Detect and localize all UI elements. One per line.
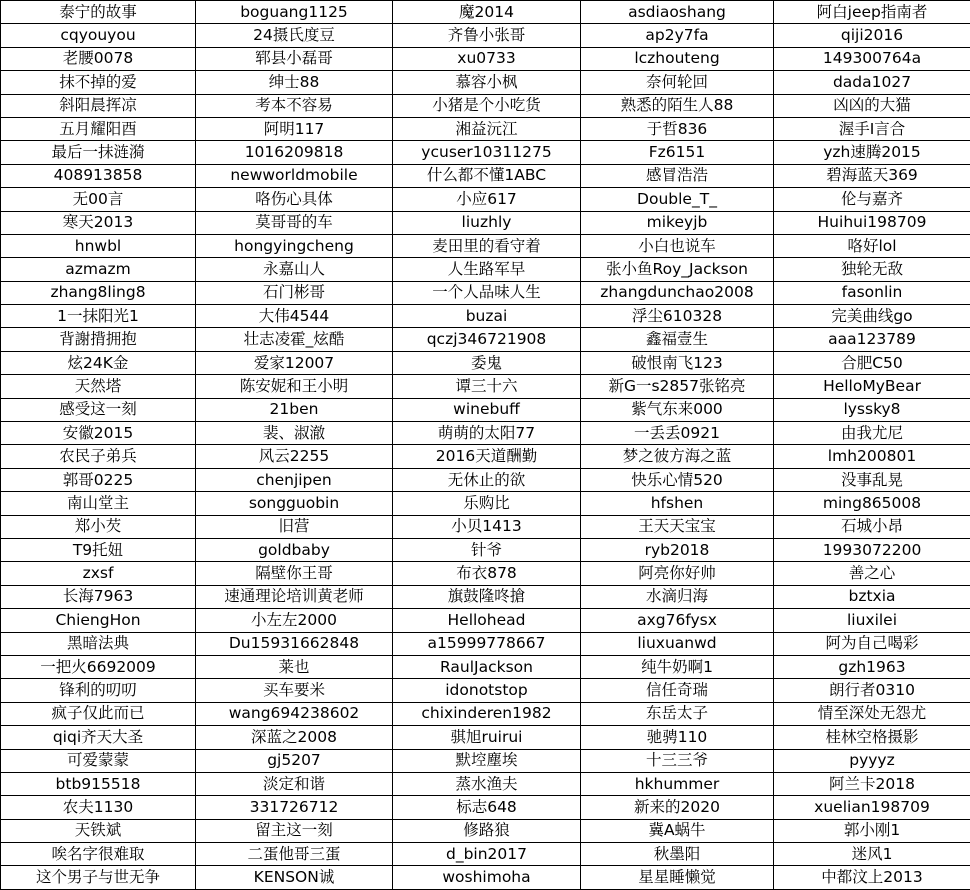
table-cell: 朗行者0310 [774,679,970,702]
table-cell: newworldmobile [196,164,393,187]
table-cell: 隔壁你王哥 [196,562,393,585]
table-cell: 紫气东来000 [581,398,774,421]
table-cell: 谭三十六 [393,375,581,398]
table-cell: 南山堂主 [1,492,196,515]
table-row [1,141,970,164]
table-cell: azmazm [1,258,196,281]
table-cell: 21ben [196,398,393,421]
table-row [1,164,970,187]
table-row [1,632,970,655]
table-cell: hnwbl [1,234,196,257]
table-row [1,492,970,515]
table-cell: 331726712 [196,796,393,819]
table-cell: winebuff [393,398,581,421]
table-row [1,538,970,561]
table-cell: 深蓝之2008 [196,726,393,749]
table-cell: 碧海蓝天369 [774,164,970,187]
table-cell: 天然塔 [1,375,196,398]
table-cell: 淡定和谐 [196,772,393,795]
table-cell: chixinderen1982 [393,702,581,725]
table-cell: 一个人品味人生 [393,281,581,304]
table-cell: bztxia [774,585,970,608]
table-row [1,843,970,866]
table-cell: 二蛋他哥三蛋 [196,843,393,866]
table-cell: 大伟4544 [196,305,393,328]
table-cell: qczj346721908 [393,328,581,351]
table-cell: 骐旭ruirui [393,726,581,749]
table-cell: lczhouteng [581,47,774,70]
table-row [1,585,970,608]
table-row [1,772,970,795]
table-cell: axg76fysx [581,609,774,632]
table-cell: xuelian198709 [774,796,970,819]
table-cell: 麦田里的看守着 [393,234,581,257]
table-cell: 齐鲁小张哥 [393,24,581,47]
table-cell: 鑫福壹生 [581,328,774,351]
table-row [1,117,970,140]
table-row [1,1,970,24]
table-cell: ap2y7fa [581,24,774,47]
table-cell: 星星睡懒觉 [581,866,774,889]
table-cell: 爱家12007 [196,351,393,374]
table-cell: 纯牛奶啊1 [581,655,774,678]
table-cell: 破恨南飞123 [581,351,774,374]
table-cell: 长海7963 [1,585,196,608]
table-cell: 无00言 [1,188,196,211]
table-cell: qiji2016 [774,24,970,47]
table-cell: 买车要米 [196,679,393,702]
table-cell: 唉名字很难取 [1,843,196,866]
table-cell: 24摄氏度豆 [196,24,393,47]
table-cell: 农夫1130 [1,796,196,819]
table-cell: 小左左2000 [196,609,393,632]
table-cell: 乐购比 [393,492,581,515]
table-cell: gj5207 [196,749,393,772]
table-cell: 梦之彼方海之蓝 [581,445,774,468]
table-cell: hongyingcheng [196,234,393,257]
table-cell: 情至深处无怨尤 [774,702,970,725]
table-cell: 可爱蒙蒙 [1,749,196,772]
table-cell: btb915518 [1,772,196,795]
table-row [1,726,970,749]
table-cell: 石门彬哥 [196,281,393,304]
table-cell: ryb2018 [581,538,774,561]
table-cell: 信任奇瑞 [581,679,774,702]
table-cell: 阿明117 [196,117,393,140]
table-cell: 萌萌的太阳77 [393,422,581,445]
table-cell: 考本不容易 [196,94,393,117]
table-row [1,749,970,772]
table-cell: 永嘉山人 [196,258,393,281]
table-cell: 修路狼 [393,819,581,842]
table-cell: zhangdunchao2008 [581,281,774,304]
table-cell: 善之心 [774,562,970,585]
table-cell: 郓县小磊哥 [196,47,393,70]
table-cell: songguobin [196,492,393,515]
table-row [1,562,970,585]
table-cell: 冀A蜗牛 [581,819,774,842]
table-cell: 阿兰卡2018 [774,772,970,795]
table-cell: lyssky8 [774,398,970,421]
table-cell: hkhummer [581,772,774,795]
table-cell: 1一抹阳光1 [1,305,196,328]
table-cell: 完美曲线go [774,305,970,328]
table-cell: fasonlin [774,281,970,304]
table-cell: cqyouyou [1,24,196,47]
table-cell: 独轮无敌 [774,258,970,281]
table-cell: 裴、淑澈 [196,422,393,445]
table-cell: buzai [393,305,581,328]
table-cell: 陈安妮和王小明 [196,375,393,398]
table-cell: 熟悉的陌生人88 [581,94,774,117]
table-row [1,515,970,538]
table-cell: d_bin2017 [393,843,581,866]
table-row [1,351,970,374]
table-cell: 秋墨阳 [581,843,774,866]
table-cell: 一丢丢0921 [581,422,774,445]
table-cell: Fz6151 [581,141,774,164]
table-cell: 风云2255 [196,445,393,468]
table-cell: gzh1963 [774,655,970,678]
table-cell: 郭哥0225 [1,468,196,491]
table-cell: 农民子弟兵 [1,445,196,468]
table-cell: 新G一s2857张铭亮 [581,375,774,398]
table-cell: 咯伤心具体 [196,188,393,211]
table-cell: 王天天宝宝 [581,515,774,538]
table-cell: 郑小芡 [1,515,196,538]
table-cell: 绅士88 [196,71,393,94]
table-cell: 莫哥哥的车 [196,211,393,234]
table-row [1,47,970,70]
table-cell: 小猪是个小吃货 [393,94,581,117]
table-cell: 快乐心情520 [581,468,774,491]
table-cell: 2016天道酬勤 [393,445,581,468]
table-cell: 1993072200 [774,538,970,561]
table-cell: ming865008 [774,492,970,515]
table-cell: 黑暗法典 [1,632,196,655]
table-row [1,468,970,491]
table-cell: mikeyjb [581,211,774,234]
table-cell: 没事乱晃 [774,468,970,491]
table-cell: liuzhly [393,211,581,234]
table-cell: 阿为自己喝彩 [774,632,970,655]
table-cell: zhang8ling8 [1,281,196,304]
table-cell: 149300764a [774,47,970,70]
table-cell: 背謝揹拥抱 [1,328,196,351]
table-cell: 莱也 [196,655,393,678]
table-cell: 水滴归海 [581,585,774,608]
table-cell: 渥手I言合 [774,117,970,140]
table-cell: 408913858 [1,164,196,187]
table-cell: lmh200801 [774,445,970,468]
table-row [1,305,970,328]
table-cell: 十三三爷 [581,749,774,772]
table-cell: 湘益沅江 [393,117,581,140]
table-cell: 人生路军早 [393,258,581,281]
table-cell: liuxuanwd [581,632,774,655]
table-cell: a15999778667 [393,632,581,655]
table-cell: 最后一抹涟漪 [1,141,196,164]
table-cell: 安徽2015 [1,422,196,445]
table-cell: 合肥C50 [774,351,970,374]
table-cell: xu0733 [393,47,581,70]
table-cell: pyyyz [774,749,970,772]
table-cell: RaulJackson [393,655,581,678]
table-cell: 速通理论培训黄老师 [196,585,393,608]
table-row [1,702,970,725]
table-cell: 疯子仅此而已 [1,702,196,725]
table-row [1,866,970,889]
table-row [1,234,970,257]
table-cell: 无休止的欲 [393,468,581,491]
table-cell: Huihui198709 [774,211,970,234]
table-cell: 张小鱼Roy_Jackson [581,258,774,281]
table-cell: 布衣878 [393,562,581,585]
table-cell: 壮志凌霍_炫酷 [196,328,393,351]
table-cell: dada1027 [774,71,970,94]
table-cell: 伦与嘉齐 [774,188,970,211]
table-row [1,445,970,468]
table-cell: 泰宁的故事 [1,1,196,24]
table-cell: 浮尘610328 [581,305,774,328]
table-cell: 老腰0078 [1,47,196,70]
table-row [1,375,970,398]
table-cell: 旧营 [196,515,393,538]
table-cell: 阿白jeep指南者 [774,1,970,24]
table-cell: 委鬼 [393,351,581,374]
table-cell: 迷风1 [774,843,970,866]
table-cell: wang694238602 [196,702,393,725]
table-row [1,422,970,445]
table-cell: Du15931662848 [196,632,393,655]
table-cell: 旗鼓隆咚搶 [393,585,581,608]
table-cell: boguang1125 [196,1,393,24]
table-cell: zxsf [1,562,196,585]
table-cell: 默埪塵埃 [393,749,581,772]
table-cell: T9托妞 [1,538,196,561]
table-cell: 郭小刚1 [774,819,970,842]
table-row [1,328,970,351]
table-row [1,281,970,304]
table-cell: 蒸水渔夫 [393,772,581,795]
table-cell: woshimoha [393,866,581,889]
table-cell: 1016209818 [196,141,393,164]
table-cell: 感受这一刻 [1,398,196,421]
table-cell: KENSON诚 [196,866,393,889]
table-cell: goldbaby [196,538,393,561]
table-cell: 标志648 [393,796,581,819]
table-cell: 由我尤尼 [774,422,970,445]
table-row [1,24,970,47]
table-cell: 斜阳晨挥凉 [1,94,196,117]
table-cell: 锋利的叨叨 [1,679,196,702]
table-cell: chenjipen [196,468,393,491]
table-cell: qiqi齐天大圣 [1,726,196,749]
table-cell: 于哲836 [581,117,774,140]
table-cell: 桂林空格摄影 [774,726,970,749]
table-cell: 中都汶上2013 [774,866,970,889]
table-cell: 阿亮你好帅 [581,562,774,585]
table-cell: ycuser10311275 [393,141,581,164]
table-row [1,655,970,678]
table-row [1,398,970,421]
table-cell: 驰骋110 [581,726,774,749]
table-cell: 小白也说车 [581,234,774,257]
table-cell: 凶凶的大猫 [774,94,970,117]
table-cell: 五月耀阳酉 [1,117,196,140]
table-row [1,609,970,632]
table-cell: ChiengHon [1,609,196,632]
table-cell: 什么都不懂1ABC [393,164,581,187]
table-cell: 针爷 [393,538,581,561]
table-row [1,71,970,94]
table-cell: 东岳太子 [581,702,774,725]
table-cell: 小应617 [393,188,581,211]
table-row [1,258,970,281]
table-cell: 咯好lol [774,234,970,257]
table-cell: 寒天2013 [1,211,196,234]
table-cell: 一把火6692009 [1,655,196,678]
table-cell: asdiaoshang [581,1,774,24]
table-cell: aaa123789 [774,328,970,351]
table-row [1,211,970,234]
table-cell: 天铁斌 [1,819,196,842]
table-row [1,679,970,702]
table-cell: Double_T_ [581,188,774,211]
table-cell: yzh速腾2015 [774,141,970,164]
table-cell: 魔2014 [393,1,581,24]
table-cell: 留主这一刻 [196,819,393,842]
table-row [1,819,970,842]
table-cell: 新来的2020 [581,796,774,819]
table-row [1,94,970,117]
table-cell: 小贝1413 [393,515,581,538]
name-table-body [1,1,970,890]
table-cell: idonotstop [393,679,581,702]
table-cell: 抹不掉的爱 [1,71,196,94]
table-cell: liuxilei [774,609,970,632]
table-cell: 奈何轮回 [581,71,774,94]
table-cell: 炫24K金 [1,351,196,374]
table-cell: 这个男子与世无争 [1,866,196,889]
table-cell: 慕容小枫 [393,71,581,94]
table-cell: HelloMyBear [774,375,970,398]
table-cell: 感冒浩浩 [581,164,774,187]
table-cell: hfshen [581,492,774,515]
table-row [1,188,970,211]
table-cell: 石城小昂 [774,515,970,538]
table-cell: Hellohead [393,609,581,632]
table-row [1,796,970,819]
